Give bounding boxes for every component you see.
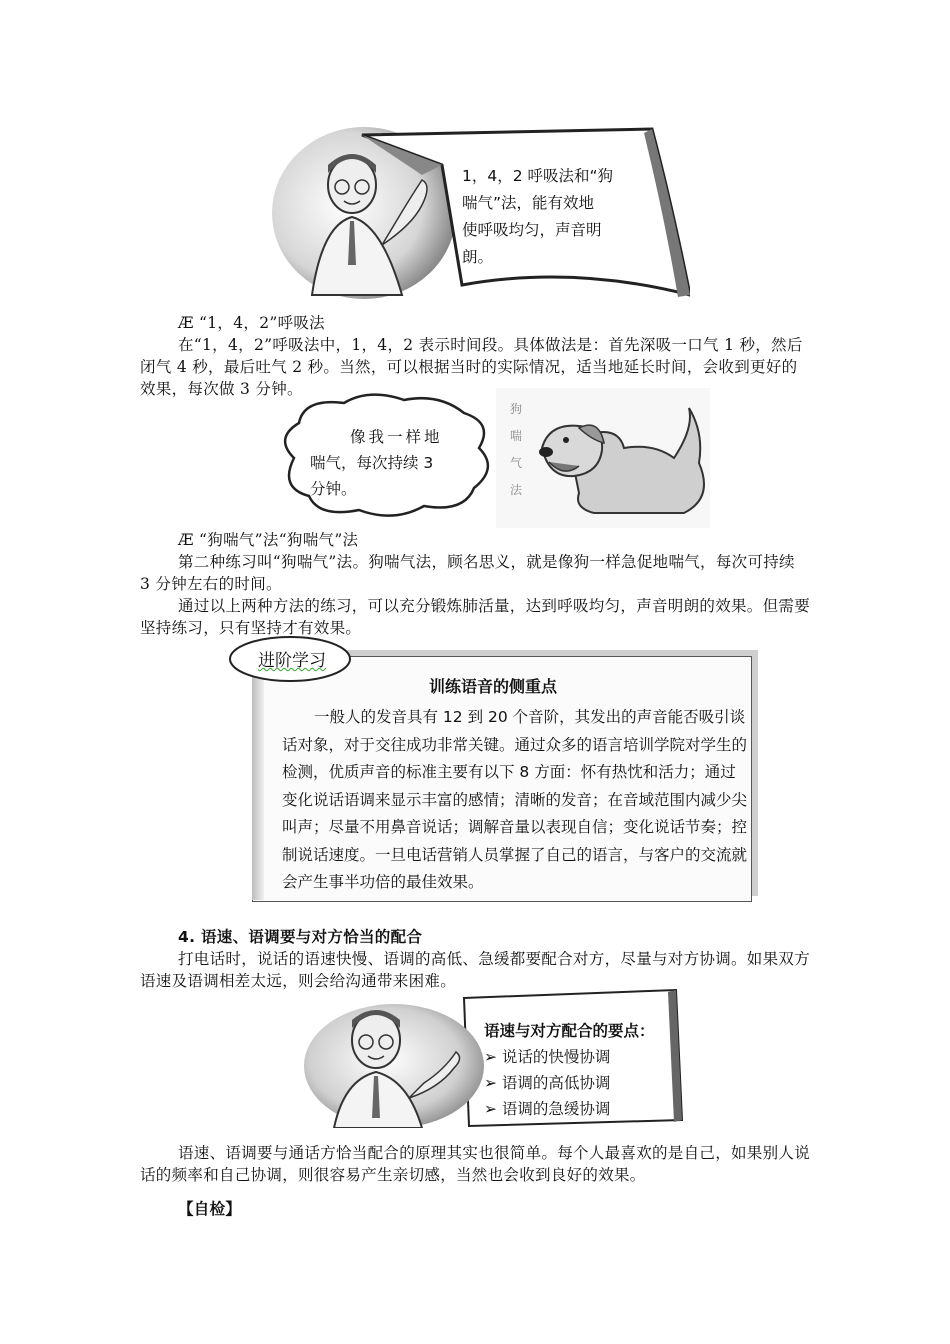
advanced-tag-label: 进阶学习 — [258, 651, 326, 671]
cloud-text — [310, 424, 470, 502]
arrow-icon: ➢ — [484, 1048, 502, 1066]
section-heading-dog: Æ “狗喘气”法“狗喘气”法 — [178, 531, 359, 549]
figure-breathing-tip — [272, 125, 690, 305]
sign-char: 气 — [510, 456, 523, 470]
point-label: 语调的高低协调 — [501, 1074, 611, 1092]
cloud-line: 像我一样地 — [350, 428, 443, 446]
section-heading-tempo: 4. 语速、语调要与对方恰当的配合 — [178, 928, 423, 946]
figure-tempo-points — [304, 988, 684, 1128]
point-label: 说话的快慢协调 — [501, 1048, 611, 1066]
advanced-title: 训练语音的侧重点 — [428, 677, 557, 696]
bubble-line: 1，4，2 呼吸法和“狗 — [462, 167, 614, 185]
section-heading-142: Æ “1，4，2”呼吸法 — [178, 314, 325, 332]
sign-char: 喘 — [510, 429, 523, 443]
paragraph-tempo: 打电话时，说话的语速快慢、语调的高低、急缓都要配合对方，尽量与对方协调。如果双方语速及语调相差太远，则会给沟通带来困难。 — [140, 950, 811, 990]
bubble-text — [462, 163, 627, 271]
cloud-line: 喘气，每次持续 3 — [310, 454, 434, 472]
tempo-points-panel — [484, 1018, 655, 1122]
paragraph-dog-method: 第二种练习叫“狗喘气”法。狗喘气法，顾名思义，就是像狗一样急促地喘气，每次可持续 3 分钟左右的时间。 — [140, 553, 795, 593]
paragraph-summary: 通过以上两种方法的练习，可以充分锻炼肺活量，达到呼吸均匀，声音明朗的效果。但需要坚持练习，只有坚持才有效果。 — [140, 597, 811, 637]
advanced-body: 一般人的发音具有 12 到 20 个音阶，其发出的声音能否吸引谈话对象，对于交往成功非常关键。通过众多的语言培训学院对学生的检测，优质声音的标准主要有以下 8 方面：怀有热忱和活力；通过变化说话语调来显示丰富的感情；清晰的发音；在音域范围内减少尖叫声；尽量不用鼻音说话；调解音量以表现自信；变化说话节奏；控制说话速度。一旦电话营销人员掌握了自己的语言，与客户的交流就会产生事半功倍的最佳效果。 — [282, 708, 748, 891]
bubble-line: 喘气”法，能有效地 — [462, 194, 595, 212]
bubble-line: 使呼吸均匀，声音明 — [462, 221, 602, 239]
panel-title: 语速与对方配合的要点： — [484, 1022, 655, 1040]
cloud-line: 分钟。 — [310, 480, 357, 498]
bubble-line: 朗。 — [462, 248, 494, 266]
sign-char: 法 — [510, 483, 523, 497]
sign-char: 狗 — [510, 402, 523, 416]
figure-dog-panting — [274, 388, 710, 528]
paragraph-principle: 语速、语调要与通话方恰当配合的原理其实也很简单。每个人最喜欢的是自己，如果别人说话的频率和自己协调，则很容易产生亲切感，当然也会收到良好的效果。 — [140, 1144, 811, 1184]
advanced-learning-box — [228, 634, 758, 906]
arrow-icon: ➢ — [484, 1074, 502, 1092]
arrow-icon: ➢ — [484, 1100, 502, 1118]
self-check-heading: 【自检】 — [178, 1200, 242, 1218]
point-label: 语调的急缓协调 — [501, 1100, 611, 1118]
point-item — [484, 1070, 655, 1096]
paragraph-142-method: 在“1，4，2”呼吸法中，1，4，2 表示时间段。具体做法是：首先深吸一口气 1 秒，然后闭气 4 秒，最后吐气 2 秒。当然，可以根据当时的实际情况，适当地延长时间，会收到更好的效果，每次做 3 分钟。 — [140, 336, 803, 398]
point-item — [484, 1044, 655, 1070]
point-item — [484, 1096, 655, 1122]
